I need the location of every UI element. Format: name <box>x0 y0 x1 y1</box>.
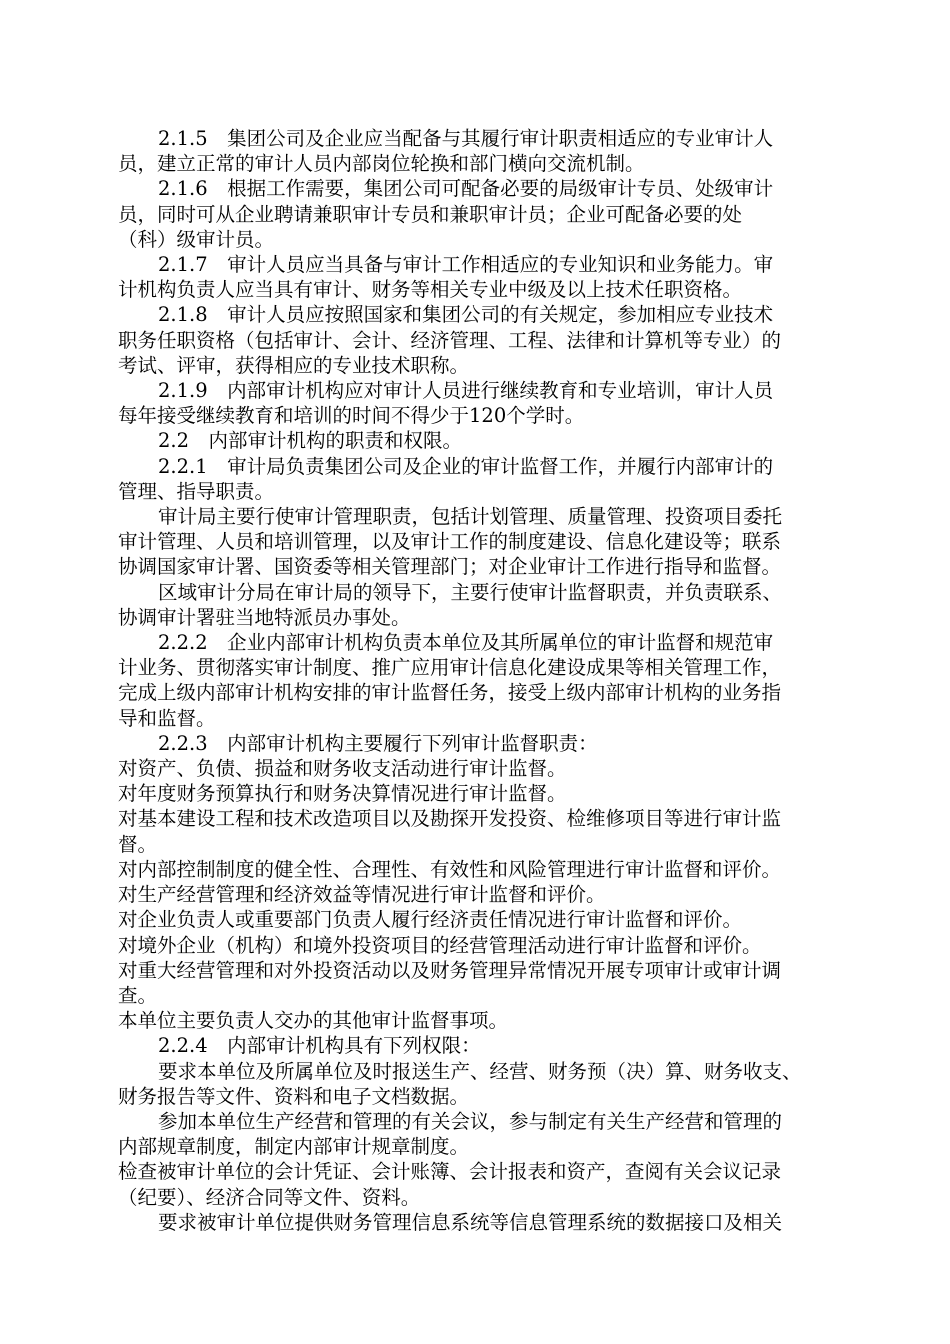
document-body <box>118 126 838 1235</box>
text-line: 职务任职资格（包括审计、会计、经济管理、工程、法律和计算机等专业）的 <box>118 328 782 352</box>
text-line: 2.1.8 审计人员应按照国家和集团公司的有关规定，参加相应专业技术 <box>158 303 774 327</box>
text-line: 管理、指导职责。 <box>118 479 275 503</box>
text-line: 完成上级内部审计机构安排的审计监督任务，接受上级内部审计机构的业务指 <box>118 681 782 705</box>
text-line: 财务报告等文件、资料和电子文档数据。 <box>118 1084 470 1108</box>
text-line: 协调审计署驻当地特派员办事处。 <box>118 605 411 629</box>
text-line: 计业务、贯彻落实审计制度、推广应用审计信息化建设成果等相关管理工作， <box>118 656 782 680</box>
text-line: 内部规章制度，制定内部审计规章制度。 <box>118 1135 470 1159</box>
text-line: 2.2.3 内部审计机构主要履行下列审计监督职责： <box>158 731 598 755</box>
text-line: 对企业负责人或重要部门负责人履行经济责任情况进行审计监督和评价。 <box>118 908 743 932</box>
text-line: 对资产、负债、损益和财务收支活动进行审计监督。 <box>118 757 567 781</box>
text-line: 员，建立正常的审计人员内部岗位轮换和部门横向交流机制。 <box>118 152 645 176</box>
text-line: 要求被审计单位提供财务管理信息系统等信息管理系统的数据接口及相关 <box>158 1210 783 1234</box>
text-line: 检查被审计单位的会计凭证、会计账簿、会计报表和资产，查阅有关会议记录 <box>118 1160 782 1184</box>
text-line: 要求本单位及所属单位及时报送生产、经营、财务预（决）算、财务收支、 <box>158 1059 802 1083</box>
text-line: 对境外企业（机构）和境外投资项目的经营管理活动进行审计监督和评价。 <box>118 933 762 957</box>
text-line: 2.1.5 集团公司及企业应当配备与其履行审计职责相适应的专业审计人 <box>158 127 774 150</box>
text-line: 导和监督。 <box>118 706 216 730</box>
text-line: 对内部控制制度的健全性、合理性、有效性和风险管理进行审计监督和评价。 <box>118 857 782 881</box>
text-line: 2.1.9 内部审计机构应对审计人员进行继续教育和专业培训，审计人员 <box>158 379 774 403</box>
text-line: （科）级审计员。 <box>118 227 275 251</box>
text-line: 考试、评审，获得相应的专业技术职称。 <box>118 353 470 377</box>
text-line: 参加本单位生产经营和管理的有关会议，参与制定有关生产经营和管理的 <box>158 1109 783 1133</box>
text-line: （纪要）、经济合同等文件、资料。 <box>118 1185 421 1209</box>
text-line: 查。 <box>118 983 158 1007</box>
text-line: 2.2 内部审计机构的职责和权限。 <box>158 429 463 453</box>
text-line: 本单位主要负责人交办的其他审计监督事项。 <box>118 1009 509 1033</box>
text-line: 对生产经营管理和经济效益等情况进行审计监督和评价。 <box>118 883 606 907</box>
text-line: 员，同时可从企业聘请兼职审计专员和兼职审计员；企业可配备必要的处 <box>118 202 743 226</box>
text-line: 每年接受继续教育和培训的时间不得少于120个学时。 <box>118 404 585 428</box>
text-line: 审计局主要行使审计管理职责，包括计划管理、质量管理、投资项目委托 <box>158 505 783 529</box>
text-line: 对基本建设工程和技术改造项目以及勘探开发投资、检维修项目等进行审计监 <box>118 807 782 831</box>
text-line: 计机构负责人应当具有审计、财务等相关专业中级及以上技术任职资格。 <box>118 278 743 302</box>
text-line: 2.2.2 企业内部审计机构负责本单位及其所属单位的审计监督和规范审 <box>158 631 774 655</box>
text-line: 对重大经营管理和对外投资活动以及财务管理异常情况开展专项审计或审计调 <box>118 958 782 982</box>
text-line: 2.1.6 根据工作需要，集团公司可配备必要的局级审计专员、处级审计 <box>158 177 774 201</box>
text-line: 审计管理、人员和培训管理，以及审计工作的制度建设、信息化建设等；联系 <box>118 530 782 554</box>
text-line: 督。 <box>118 832 158 856</box>
text-line: 协调国家审计署、国资委等相关管理部门；对企业审计工作进行指导和监督。 <box>118 555 782 579</box>
text-line: 2.2.1 审计局负责集团公司及企业的审计监督工作，并履行内部审计的 <box>158 454 774 478</box>
text-line: 2.2.4 内部审计机构具有下列权限： <box>158 1034 481 1058</box>
text-line: 对年度财务预算执行和财务决算情况进行审计监督。 <box>118 782 567 806</box>
text-line: 区域审计分局在审计局的领导下，主要行使审计监督职责，并负责联系、 <box>158 580 783 604</box>
text-line: 2.1.7 审计人员应当具备与审计工作相适应的专业知识和业务能力。审 <box>158 253 774 277</box>
